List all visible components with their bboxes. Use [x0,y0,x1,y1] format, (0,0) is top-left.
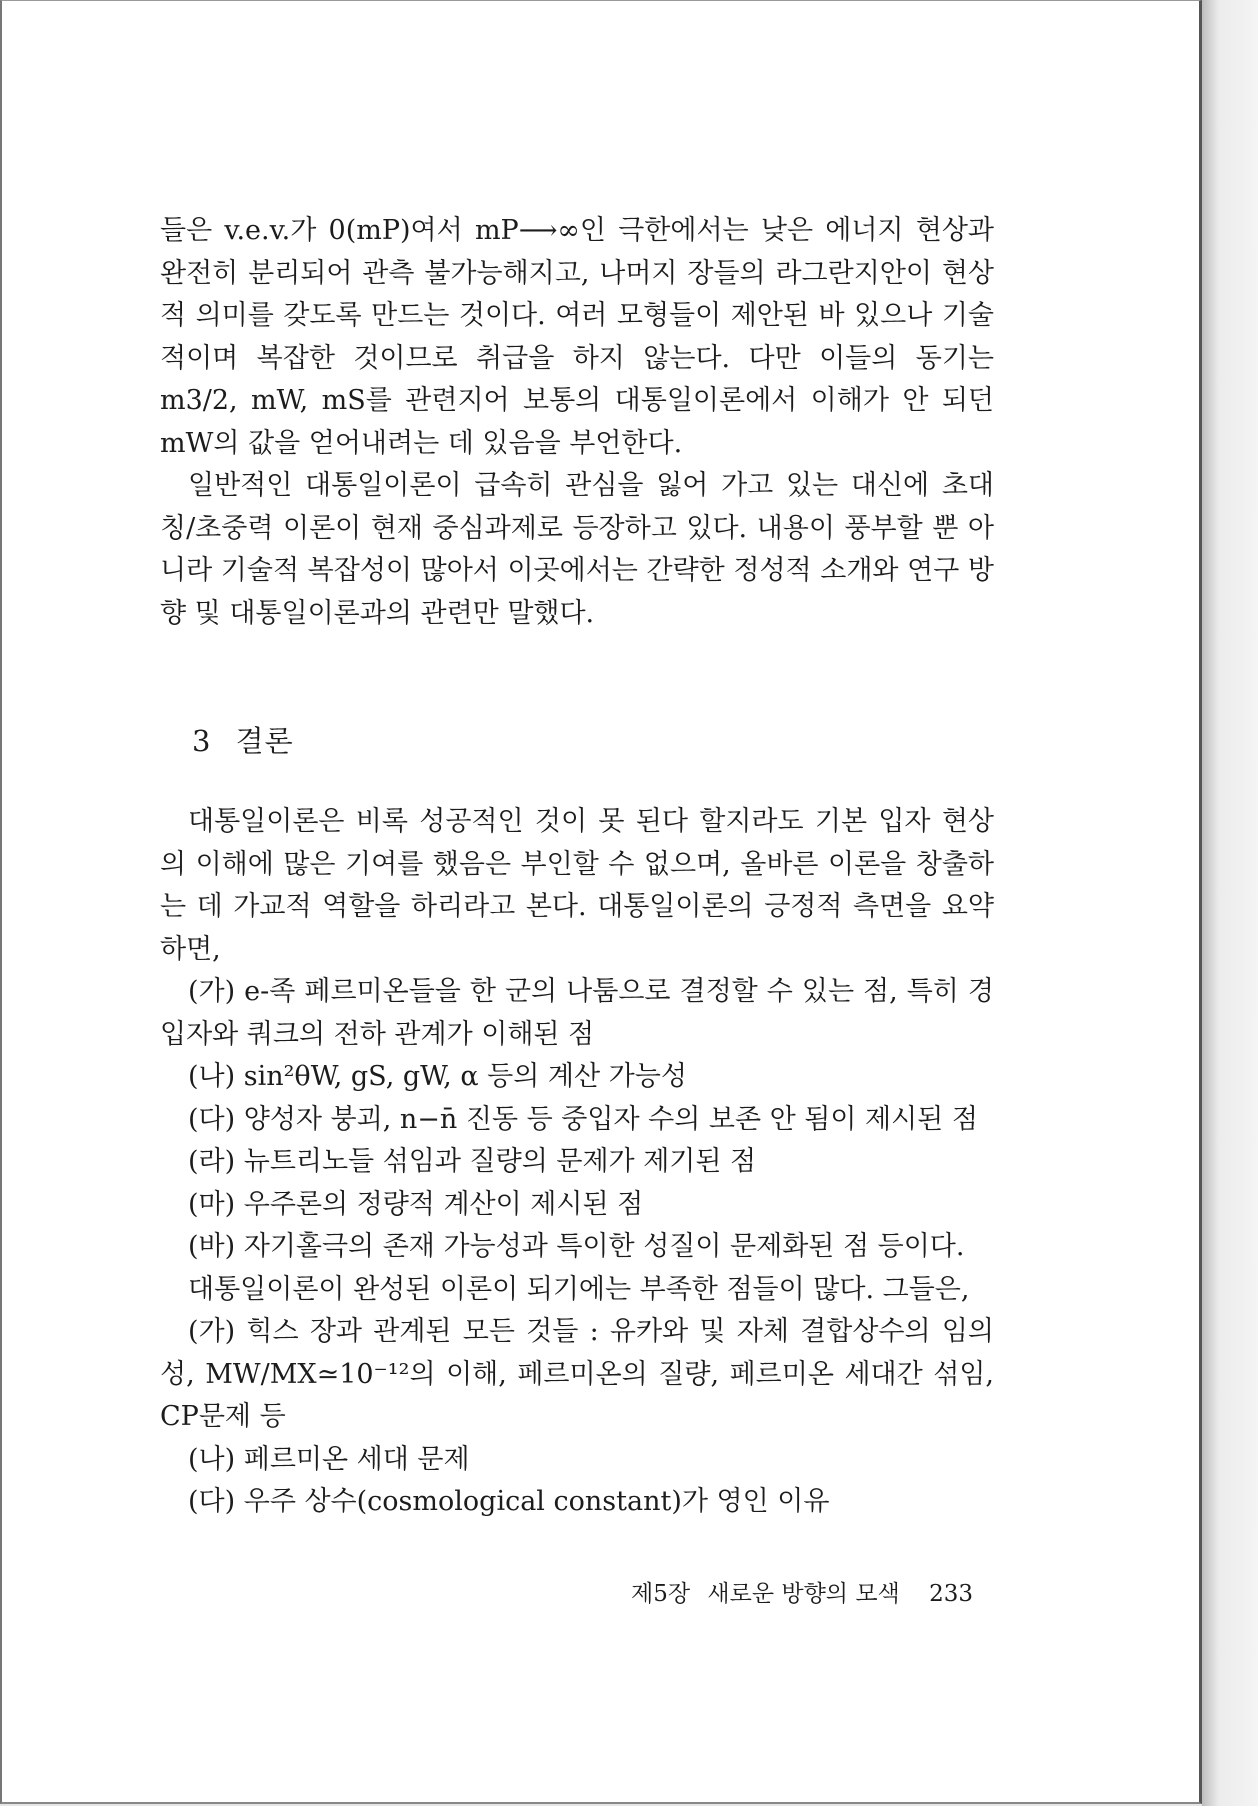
positive-item: (나) sin²θW, gS, gW, α 등의 계산 가능성 [188,1061,687,1092]
footer-title: 새로운 방향의 모색 [707,1581,900,1607]
positive-item: (다) 양성자 붕괴, n−n̄ 진동 등 중입자 수의 보존 안 됨이 제시된 점 [188,1103,978,1135]
paragraph-2: 일반적인 대통일이론이 급속히 관심을 잃어 가고 있는 대신에 초대칭/초중력 이론이 현재 중심과제로 등장하고 있다. 내용이 풍부할 뿐 아니라 기술적 복잡성이 많아서 이곳에서는 간략한 정성적 소개와 연구 방향 및 대통일이론과의 관련만 말했다. [160,470,994,629]
footer-chapter: 제5장 [631,1581,691,1607]
negative-item: (나) 페르미온 세대 문제 [188,1443,470,1475]
paragraph-4: 대통일이론이 완성된 이론이 되기에는 부족한 점들이 많다. 그들은, [188,1273,970,1305]
negative-item: (다) 우주 상수(cosmological constant)가 영인 이유 [188,1486,830,1517]
paragraph-3: 대통일이론은 비록 성공적인 것이 못 된다 할지라도 기본 입자 현상의 이해에 많은 기여를 했음은 부인할 수 없으며, 올바른 이론을 창출하는 데 가교적 역할을 하리라고 본다. 대통일이론의 긍정적 측면을 요약하면, [160,806,994,965]
negative-item: (가) 힉스 장과 관계된 모든 것들 : 유카와 및 자체 결합상수의 임의성, MW/MX≃10⁻¹²의 이해, 페르미온의 질량, 페르미온 세대간 섞임, CP문제 등 [160,1316,994,1432]
positive-item: (라) 뉴트리노들 섞임과 질량의 문제가 제기된 점 [188,1146,757,1177]
paragraph-1: 들은 v.e.v.가 0(mP)여서 mP⟶∞인 극한에서는 낮은 에너지 현상과 완전히 분리되어 관측 불가능해지고, 나머지 장들의 라그란지안이 현상적 의미를 갖도록 만드는 것이다. 여러 모형들이 제안된 바 있으나 기술적이며 복잡한 것이므로 취급을 하지 않는다. 다만 이들의 동기는 m3/2, mW, mS를 관련지어 보통의 대통일이론에서 이해가 안 되던 mW의 값을 얻어내려는 데 있음을 부언한다. [160,215,994,459]
page-footer [631,1575,973,1608]
text-block-top [160,210,994,635]
section-title: 결론 [235,724,294,758]
viewer-background [1202,0,1258,1806]
page-number: 233 [929,1581,973,1607]
positive-item: (마) 우주론의 정량적 계산이 제시된 점 [188,1188,644,1220]
section-heading [192,719,294,760]
text-block-bottom [160,801,994,1524]
section-number: 3 [192,724,212,758]
positive-item: (가) e-족 페르미온들을 한 군의 나툼으로 결정할 수 있는 점, 특히 경입자와 쿼크의 전하 관계가 이해된 점 [160,976,994,1050]
positive-item: (바) 자기홀극의 존재 가능성과 특이한 성질이 문제화된 점 등이다. [188,1231,965,1262]
